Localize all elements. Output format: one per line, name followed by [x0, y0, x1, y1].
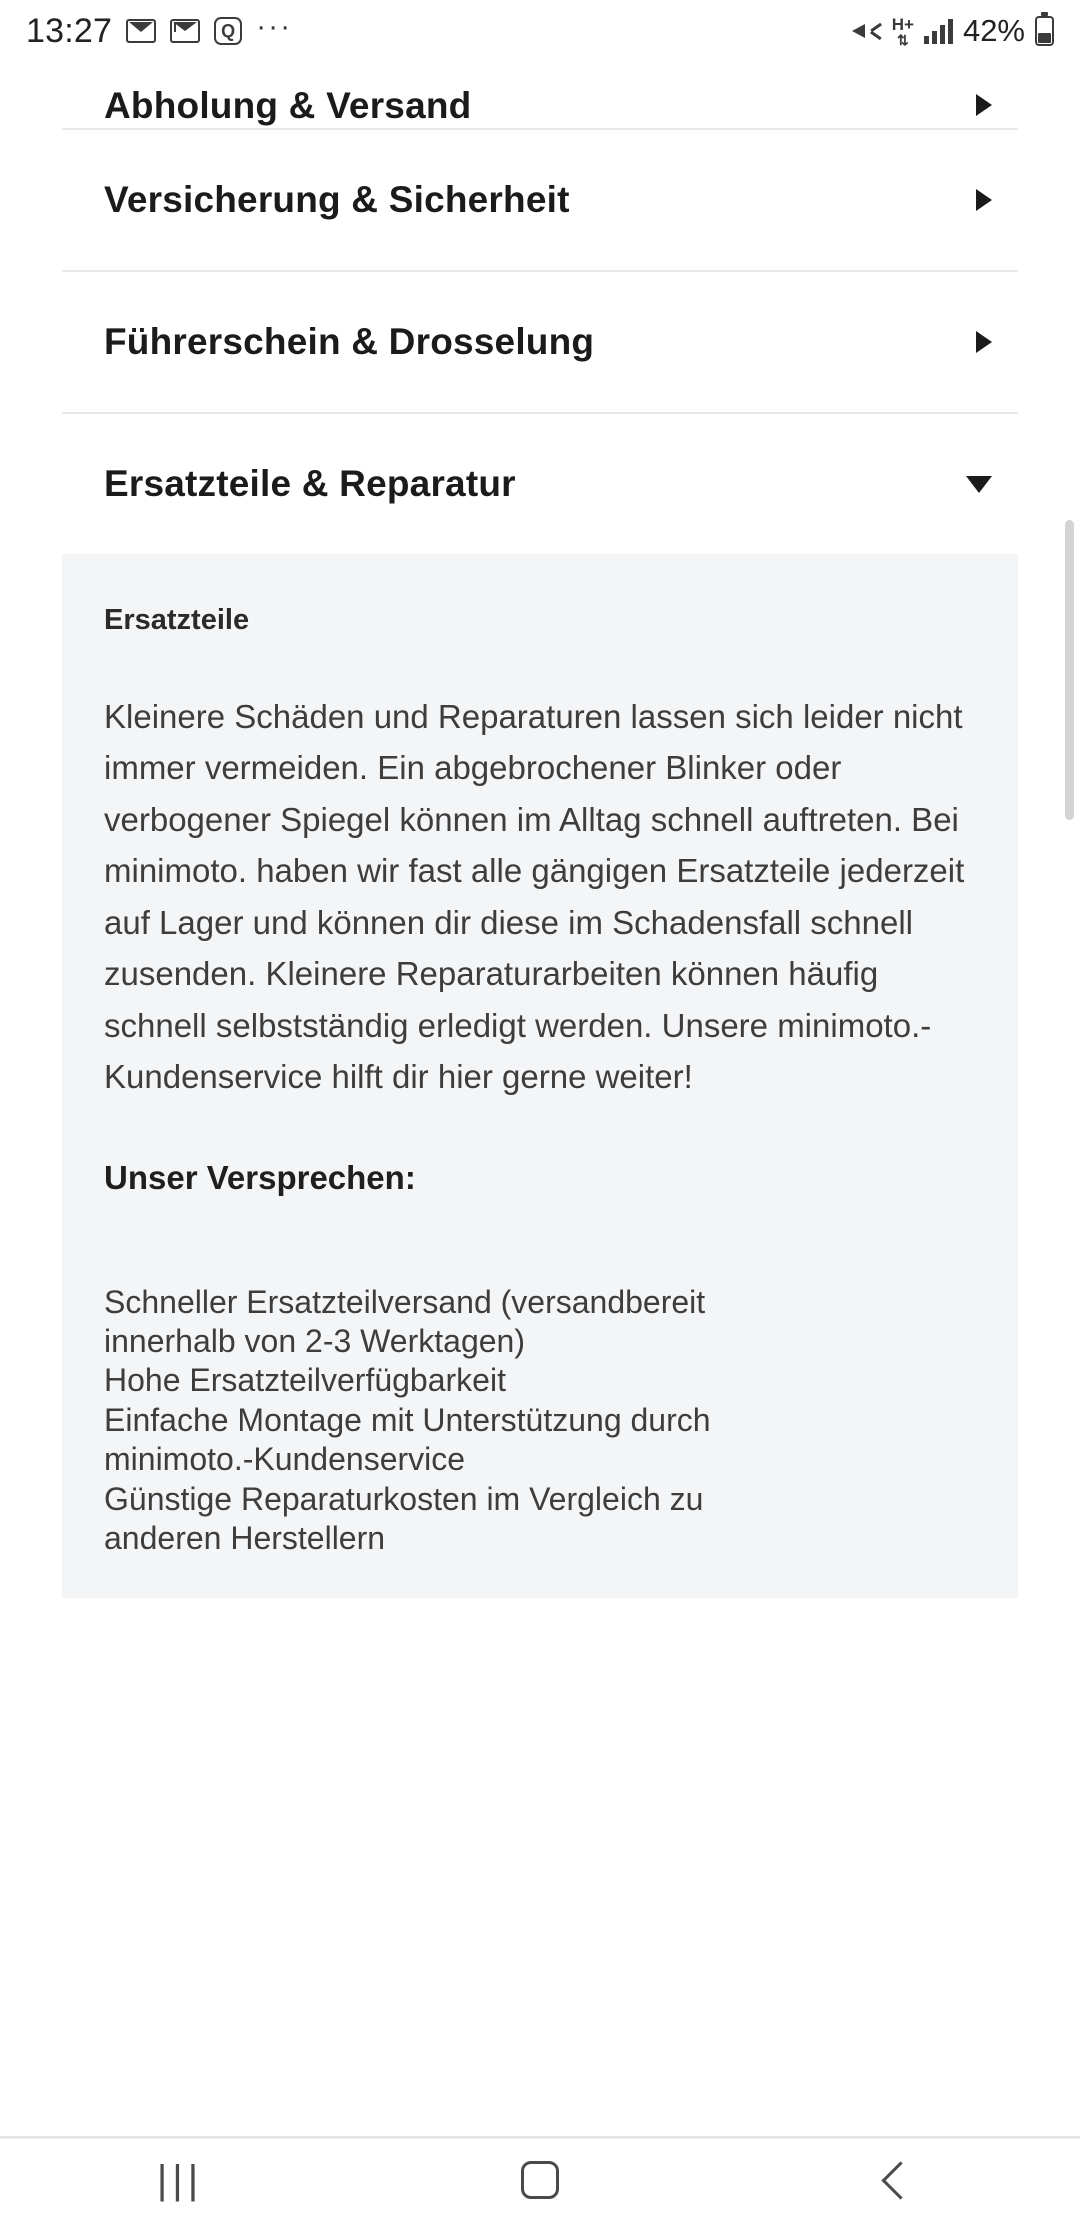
accordion-header-abholung-versand[interactable] — [62, 62, 1018, 128]
chevron-right-icon — [976, 94, 992, 116]
accordion-panel-ersatzteile-reparatur — [62, 554, 1018, 1598]
status-bar — [0, 0, 1080, 62]
mail-icon — [170, 19, 200, 43]
accordion-title: Führerschein & Drosselung — [104, 320, 595, 362]
chevron-right-icon — [976, 189, 992, 211]
list-item: Schneller Ersatzteilversand (versandbereit — [104, 1283, 706, 1320]
accordion-header-fuehrerschein-drosselung[interactable] — [62, 270, 1018, 412]
system-navigation-bar — [0, 2138, 1080, 2221]
panel-subheading: Ersatzteile — [104, 604, 250, 636]
accordion-title: Ersatzteile & Reparatur — [104, 462, 516, 504]
panel-paragraph: Kleinere Schäden und Reparaturen lassen sich leider nicht immer vermeiden. Ein abgebrochener Blinker oder verbogener Spiegel können im Alltag schnell auftreten. Bei minimoto. haben wir fast alle gängigen Ersatzteile jederzeit auf Lager und können dir diese im Schadensfall schnell zusenden. Kleinere Reparaturarbeiten können häufig schnell selbstständig erledigt werden. Unsere minimoto.-Kundenservice hilft dir hier gerne weiter! — [104, 698, 965, 1096]
list-item: minimoto.-Kundenservice — [104, 1441, 466, 1478]
page-bottom-divider — [0, 2136, 1080, 2138]
panel-promise-heading: Unser Versprechen: — [104, 1158, 416, 1196]
back-icon — [881, 2161, 919, 2199]
gmail-icon — [126, 19, 156, 43]
hplus-data-icon: H+ ⇅ — [891, 14, 914, 48]
list-item: Günstige Reparaturkosten im Vergleich zu — [104, 1480, 704, 1517]
home-icon — [521, 2161, 559, 2199]
q-app-icon: Q — [214, 17, 242, 45]
list-item: anderen Herstellern — [104, 1519, 386, 1556]
list-item: Einfache Montage mit Unterstützung durch — [104, 1401, 711, 1438]
chevron-right-icon — [976, 331, 992, 353]
accordion-header-ersatzteile-reparatur[interactable] — [62, 412, 1018, 554]
list-item: Hohe Ersatzteilverfügbarkeit — [104, 1362, 506, 1399]
list-item: innerhalb von 2-3 Werktagen) — [104, 1323, 525, 1360]
accordion-list — [62, 62, 1018, 2138]
home-button[interactable] — [460, 2139, 620, 2221]
accordion-title: Abholung & Versand — [104, 84, 472, 126]
mute-icon — [852, 17, 882, 45]
accordion-header-versicherung-sicherheit[interactable] — [62, 128, 1018, 270]
chevron-down-icon — [966, 476, 992, 493]
battery-icon — [1035, 16, 1054, 46]
recents-icon: ||| — [156, 2158, 204, 2202]
signal-bars-icon — [924, 18, 953, 44]
recents-button[interactable] — [100, 2139, 260, 2221]
accordion-title: Versicherung & Sicherheit — [104, 178, 570, 220]
webpage-viewport[interactable] — [0, 62, 1080, 2138]
status-clock: 13:27 — [26, 11, 113, 50]
battery-percent-label: 42% — [962, 13, 1025, 48]
status-bar-left — [26, 9, 293, 51]
status-overflow-dots: ··· — [256, 9, 293, 43]
back-button[interactable] — [820, 2139, 980, 2221]
page-scrollbar[interactable] — [1065, 520, 1074, 820]
status-bar-right — [852, 13, 1054, 49]
panel-promise-list — [104, 1283, 976, 1559]
